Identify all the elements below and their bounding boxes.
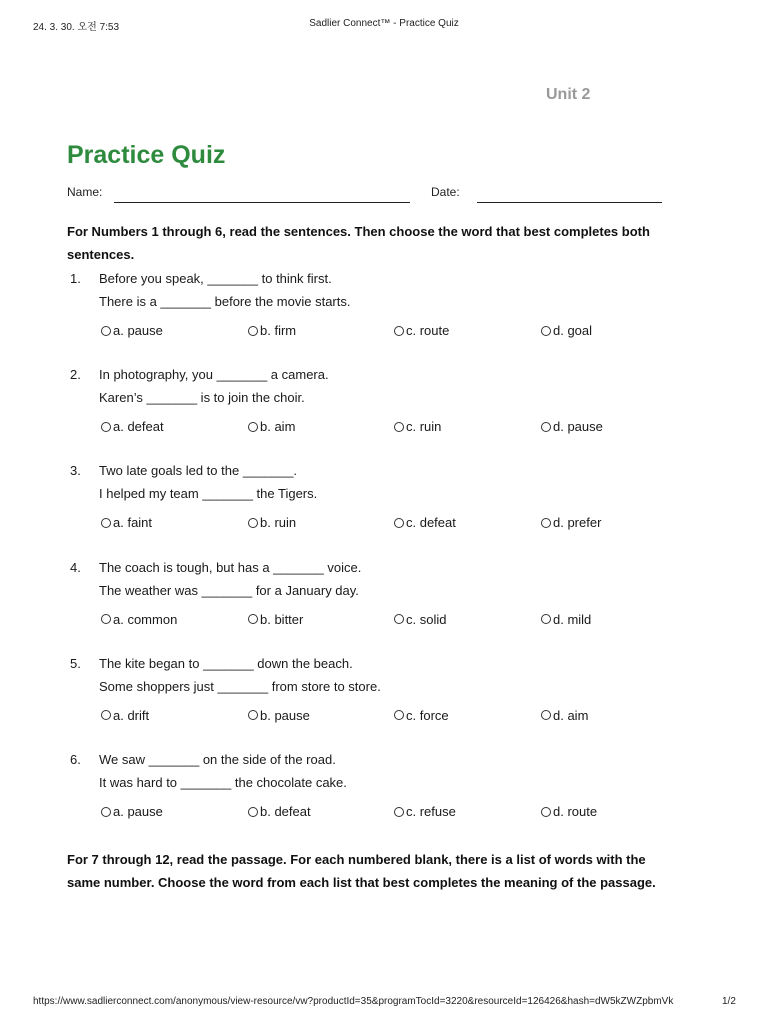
answer-option-label: a. faint xyxy=(113,515,153,531)
name-field[interactable] xyxy=(114,202,410,203)
question-sentence-2: I helped my team _______ the Tigers. xyxy=(99,486,318,502)
print-page-title: Sadlier Connect™ - Practice Quiz xyxy=(309,18,459,29)
question-sentence-1: The kite began to _______ down the beach. xyxy=(99,655,353,671)
answer-option[interactable] xyxy=(541,708,588,723)
question-number: 3. xyxy=(70,463,81,479)
answer-option-label: d. goal xyxy=(553,323,593,338)
instructions-part-2: For 7 through 12, read the passage. For each numbered blank, there is a list of words with the same number. Choose the word from each list that best completes the meaning of the passage. xyxy=(67,852,656,890)
question-sentence-1: The coach is tough, but has a _______ voice. xyxy=(99,559,362,575)
answer-option[interactable] xyxy=(248,612,303,627)
answer-option-label: a. pause xyxy=(113,323,163,338)
radio-button-icon[interactable] xyxy=(394,518,404,528)
answer-options xyxy=(101,419,701,435)
radio-button-icon[interactable] xyxy=(541,614,551,624)
question-number: 2. xyxy=(70,367,81,383)
answer-option-label: b. pause xyxy=(260,707,310,723)
instructions-part-1: For Numbers 1 through 6, read the sentences. Then choose the word that best completes both sentences. xyxy=(67,224,650,262)
answer-option-label: b. ruin xyxy=(260,515,297,531)
question-number: 6. xyxy=(70,752,81,767)
question-sentence-1: Before you speak, _______ to think first. xyxy=(99,271,332,286)
question-sentence-2: It was hard to _______ the chocolate cake. xyxy=(99,775,347,790)
radio-button-icon[interactable] xyxy=(101,422,111,432)
answer-options xyxy=(101,804,701,820)
radio-button-icon[interactable] xyxy=(394,422,404,432)
answer-option-label: d. pause xyxy=(553,419,603,435)
answer-option[interactable] xyxy=(101,419,164,434)
radio-button-icon[interactable] xyxy=(541,326,551,336)
radio-button-icon[interactable] xyxy=(101,326,111,336)
answer-option[interactable] xyxy=(541,323,592,338)
answer-option[interactable] xyxy=(101,323,163,338)
radio-button-icon[interactable] xyxy=(541,710,551,720)
footer-page-number: 1/2 xyxy=(722,996,736,1007)
radio-button-icon[interactable] xyxy=(248,518,258,528)
answer-options xyxy=(101,612,701,628)
radio-button-icon[interactable] xyxy=(394,326,404,336)
answer-option[interactable] xyxy=(394,804,456,819)
radio-button-icon[interactable] xyxy=(248,710,258,720)
print-date: 24. 3. 30. 오전 7:53 xyxy=(33,22,120,33)
answer-option[interactable] xyxy=(248,419,295,434)
question-number: 5. xyxy=(70,655,81,671)
question-number: 4. xyxy=(70,559,81,575)
answer-option-label: c. route xyxy=(406,323,450,338)
radio-button-icon[interactable] xyxy=(101,518,111,528)
answer-option[interactable] xyxy=(394,323,449,338)
unit-label: Unit 2 xyxy=(546,86,591,103)
question-sentence-2: Karen’s _______ is to join the choir. xyxy=(99,390,305,406)
radio-button-icon[interactable] xyxy=(101,710,111,720)
answer-option-label: d. prefer xyxy=(553,515,602,531)
radio-button-icon[interactable] xyxy=(248,422,258,432)
answer-option-label: c. force xyxy=(406,707,449,723)
answer-option[interactable] xyxy=(541,515,601,530)
answer-options xyxy=(101,708,701,724)
question-sentence-1: In photography, you _______ a camera. xyxy=(99,367,329,383)
date-label: Date: xyxy=(431,185,460,199)
answer-option[interactable] xyxy=(394,708,449,723)
question-number: 1. xyxy=(70,271,81,286)
radio-button-icon[interactable] xyxy=(541,807,551,817)
answer-option-label: b. bitter xyxy=(260,611,304,627)
answer-option-label: c. defeat xyxy=(406,515,456,531)
answer-option-label: b. defeat xyxy=(260,804,311,819)
footer-url: https://www.sadlierconnect.com/anonymous/view-resource/vw?productId=35&programTocId=3220&resourceId=126426&hash=dW5kZWZpbmVk xyxy=(33,996,674,1007)
answer-option-label: c. refuse xyxy=(406,804,456,819)
radio-button-icon[interactable] xyxy=(248,326,258,336)
answer-option[interactable] xyxy=(248,323,296,338)
answer-option[interactable] xyxy=(248,708,310,723)
date-field[interactable] xyxy=(477,202,662,203)
answer-option-label: a. defeat xyxy=(113,419,164,435)
radio-button-icon[interactable] xyxy=(101,614,111,624)
answer-option[interactable] xyxy=(541,419,603,434)
answer-option[interactable] xyxy=(101,804,163,819)
answer-option[interactable] xyxy=(248,804,311,819)
radio-button-icon[interactable] xyxy=(248,807,258,817)
answer-option[interactable] xyxy=(541,804,597,819)
question-sentence-2: Some shoppers just _______ from store to store. xyxy=(99,678,381,694)
answer-option[interactable] xyxy=(394,419,441,434)
question-sentence-1: Two late goals led to the _______. xyxy=(99,463,298,479)
name-label: Name: xyxy=(67,185,103,199)
answer-option[interactable] xyxy=(248,515,296,530)
radio-button-icon[interactable] xyxy=(394,710,404,720)
radio-button-icon[interactable] xyxy=(101,807,111,817)
answer-option-label: c. ruin xyxy=(406,419,442,435)
answer-option[interactable] xyxy=(394,515,456,530)
question-sentence-2: There is a _______ before the movie starts. xyxy=(99,294,351,309)
radio-button-icon[interactable] xyxy=(394,807,404,817)
radio-button-icon[interactable] xyxy=(248,614,258,624)
answer-option-label: c. solid xyxy=(406,611,447,627)
page-title: Practice Quiz xyxy=(67,141,226,169)
answer-option[interactable] xyxy=(541,612,591,627)
answer-options xyxy=(101,323,701,339)
answer-options xyxy=(101,515,701,531)
answer-option[interactable] xyxy=(101,612,177,627)
answer-option-label: d. mild xyxy=(553,611,592,627)
answer-option-label: b. firm xyxy=(260,323,297,338)
answer-option-label: a. drift xyxy=(113,707,150,723)
radio-button-icon[interactable] xyxy=(541,518,551,528)
answer-option-label: b. aim xyxy=(260,419,296,435)
question-sentence-2: The weather was _______ for a January day. xyxy=(99,582,359,598)
answer-option[interactable] xyxy=(394,612,446,627)
answer-option[interactable] xyxy=(101,515,152,530)
radio-button-icon[interactable] xyxy=(394,614,404,624)
answer-option-label: d. aim xyxy=(553,707,589,723)
answer-option[interactable] xyxy=(101,708,149,723)
answer-option-label: a. common xyxy=(113,611,178,627)
question-sentence-1: We saw _______ on the side of the road. xyxy=(99,752,336,767)
answer-option-label: d. route xyxy=(553,804,598,819)
radio-button-icon[interactable] xyxy=(541,422,551,432)
answer-option-label: a. pause xyxy=(113,804,163,819)
